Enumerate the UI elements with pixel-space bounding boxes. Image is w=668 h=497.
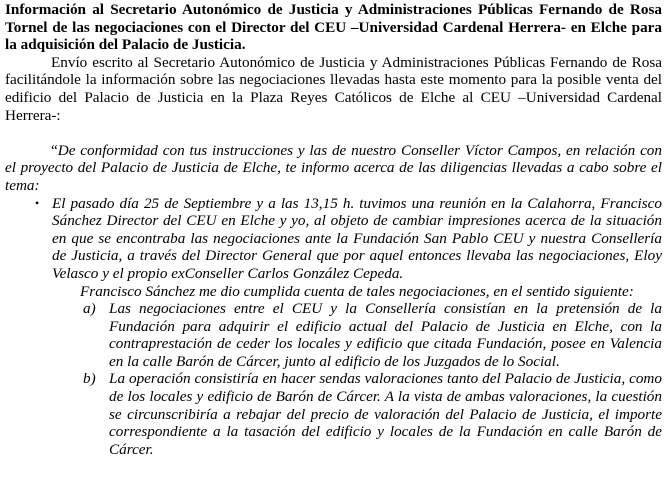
- list-marker-b: b): [83, 370, 96, 388]
- list-text-a: Las negociaciones entre el CEU y la Consellería consistían en la pretensión de la Fundación para adquirir el edificio actual del Palacio de Justicia en Elche, con la contraprestación de ceder los locales y edificio que citada Fundación, posee en Valencia en la calle Barón de Cárcer, junto al edificio de los Juzgados de lo Social.: [109, 300, 662, 370]
- intro-paragraph: Envío escrito al Secretario Autonómico de Justicia y Administraciones Públicas Fernando de Rosa facilitándole la información sobre las negociaciones llevadas hasta este momento para la posible venta del edificio del Palacio de Justicia en la Plaza Reyes Católicos de Elche al CEU –Universidad Cardenal Herrera-:: [5, 53, 662, 124]
- list-text-b: La operación consistiría en hacer sendas valoraciones tanto del Palacio de Justicia, como de los locales y edificio de Barón de Cárcer. A la vista de ambas valoraciones, la cuestión se circunscribiría a rebajar del precio de valoración del Palacio de Justicia, el importe correspondiente a la tasación del edificio y locales de la Fundación en calle Barón de Cárcer.: [109, 370, 662, 458]
- bullet-text: El pasado día 25 de Septiembre y a las 13,15 h. tuvimos una reunión en la Calahorra, Francisco Sánchez Director del CEU en Elche y yo, al objeto de cambiar impresiones acerca de la situación en que se encontraba las negociaciones ante la Fundación San Pablo CEU y nuestra Consellería de Justicia, a través del Director General que por aquel entonces llevaba las negociaciones, Eloy Velasco y el propio exConseller Carlos González Cepeda.: [52, 194, 662, 282]
- document-heading: Información al Secretario Autonómico de Justicia y Administraciones Públicas Fernando de Rosa Tornel de las negociaciones con el Director del CEU –Universidad Cardenal Herrera- en Elche para la adquisición del Palacio de Justicia.: [5, 1, 662, 54]
- bullet-icon: •: [35, 195, 40, 210]
- blank-line: [5, 124, 662, 142]
- list-marker-a: a): [83, 300, 96, 318]
- quote-text: De conformidad con tus instrucciones y las de nuestro Conseller Víctor Campos, en relación con el proyecto del Palacio de Justicia de Elche, te informo acerca de las diligencias llevadas a cabo sobre el tema:: [5, 141, 662, 194]
- quote-open-mark: “: [51, 141, 58, 159]
- bullet-item: [5, 195, 662, 283]
- list-item-a: [5, 300, 662, 370]
- list-item-b: [5, 370, 662, 458]
- quote-paragraph: [5, 142, 662, 195]
- sub-paragraph: Francisco Sánchez me dio cumplida cuenta de tales negociaciones, en el sentido siguiente:: [80, 282, 634, 300]
